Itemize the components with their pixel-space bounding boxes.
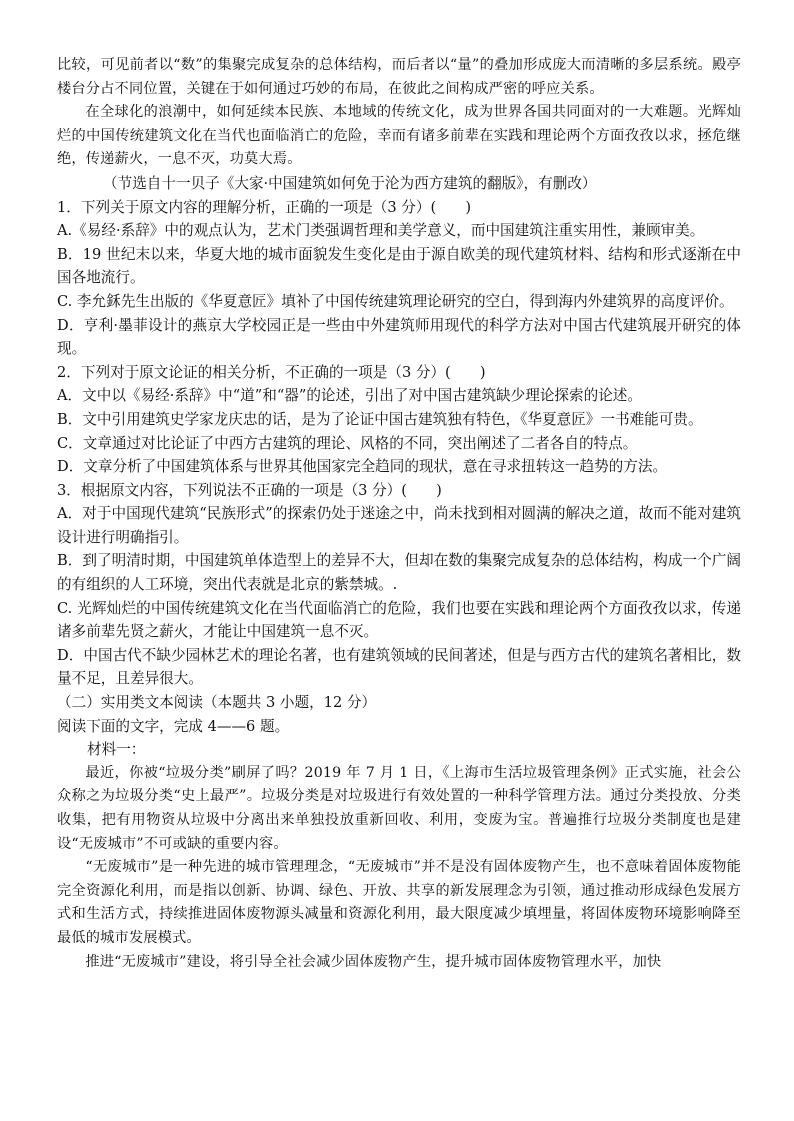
passage-paragraph: 在全球化的浪潮中，如何延续本民族、本地域的传统文化，成为世界各国共同面对的一大难题。光辉灿烂的中国传统建筑文化在当代也面临消亡的危险，幸而有诸多前辈在实践和理论两个方面孜孜以求，拯危继绝，传递薪火，一息不灭，功莫大焉。 (57, 104, 741, 168)
question-stem: 1．下列关于原文内容的理解分析，正确的一项是（3 分）( ) (57, 198, 472, 216)
question-3 (57, 479, 741, 691)
material-label: 材料一： (87, 741, 146, 759)
passage-source: （节选自十一贝子《大家·中国建筑如何免于沦为西方建筑的翻版》，有删改） (103, 174, 597, 192)
section-instruction: 阅读下面的文字，完成 4——6 题。 (57, 717, 290, 735)
option-a: A．对于中国现代建筑“民族形式”的探索仍处于迷途之中，尚未找到相对圆满的解决之道，故而不能对建筑设计进行明确指引。 (57, 505, 741, 546)
option-c: C. 光辉灿烂的中国传统建筑文化在当代面临消亡的危险，我们也要在实践和理论两个方面孜孜以求，传递诸多前辈先贤之薪火，才能让中国建筑一息不灭。 (57, 599, 741, 641)
material-paragraph: 推进“无废城市”建设，将引导全社会减少固体废物产生，提升城市固体废物管理水平，加快 (85, 953, 662, 970)
material-paragraph: 最近，你被“垃圾分类”刷屏了吗？2019 年 7 月 1 日，《上海市生活垃圾管理条例》正式实施，社会公众称之为垃圾分类“史上最严”。垃圾分类是对垃圾进行有效处置的一种科学管理方法。通过分类投放、分类收集，把有用物资从垃圾中分离出来单独投放重新回收、利用，变废为宝。普遍推行垃圾分类制度也是建设“无废城市”不可或缺的重要内容。 (57, 764, 741, 852)
option-a: A．文中以《易经·系辞》中“道”和“器”的论述，引出了对中国古建筑缺少理论探索的论述。 (57, 387, 642, 405)
option-d: D．亨利·墨菲设计的燕京大学校园正是一些由中外建筑师用现代的科学方法对中国古代建筑展开研究的体现。 (57, 316, 741, 358)
question-stem: 2．下列对于原文论证的相关分析，不正确的一项是（3 分）( ) (57, 363, 486, 381)
option-b: B．文中引用建筑史学家龙庆忠的话，是为了论证中国古建筑独有特色，《华夏意匠》一书难能可贵。 (57, 410, 703, 428)
option-c: C．文章通过对比论证了中西方古建筑的理论、风格的不同，突出阐述了二者各自的特点。 (57, 434, 638, 452)
option-b: B．到了明清时期，中国建筑单体造型上的差异不大，但却在数的集聚完成复杂的总体结构，构成一个广阔的有组织的人工环境，突出代表就是北京的紫禁城。. (57, 552, 741, 594)
section-heading: （二）实用类文本阅读（本题共 3 小题，12 分） (57, 694, 377, 712)
option-d: D．文章分析了中国建筑体系与世界其他国家完全趋同的现状，意在寻求扭转这一趋势的方法。 (57, 458, 668, 476)
passage-paragraph: 比较，可见前者以“数”的集聚完成复杂的总体结构，而后者以“量”的叠加形成庞大而清晰的多层系统。殿亭楼台分占不同位置，关键在于如何通过巧妙的布局，在彼此之间构成严密的呼应关系。 (57, 57, 741, 97)
option-d: D．中国古代不缺少园林艺术的理论名著，也有建筑领域的民间著述，但是与西方古代的建筑名著相比，数量不足，且差异很大。 (57, 646, 741, 688)
option-c: C. 李允鉌先生出版的《华夏意匠》填补了中国传统建筑理论研究的空白，得到海内外建筑界的高度评价。 (57, 292, 734, 310)
question-2 (57, 361, 741, 479)
material-paragraph: “无废城市”是一种先进的城市管理理念，“无废城市”并不是没有固体废物产生，也不意味着固体废物能完全资源化利用，而是指以创新、协调、绿色、开放、共享的新发展理念为引领，通过推动形成绿色发展方式和生活方式，持续推进固体废物源头减量和资源化利用，最大限度减少填埋量，将固体废物环境影响降至最低的城市发展模式。 (57, 859, 741, 946)
option-b: B．19 世纪末以来，华夏大地的城市面貌发生变化是由于源自欧美的现代建筑材料、结构和形式逐渐在中国各地流行。 (57, 245, 741, 287)
question-1 (57, 196, 741, 361)
question-stem: 3．根据原文内容，下列说法不正确的一项是（3 分）( ) (57, 481, 442, 499)
exam-page (57, 54, 741, 974)
option-a: A.《易经·系辞》中的观点认为，艺术门类强调哲理和美学意义，而中国建筑注重实用性，兼顾审美。 (57, 222, 705, 240)
